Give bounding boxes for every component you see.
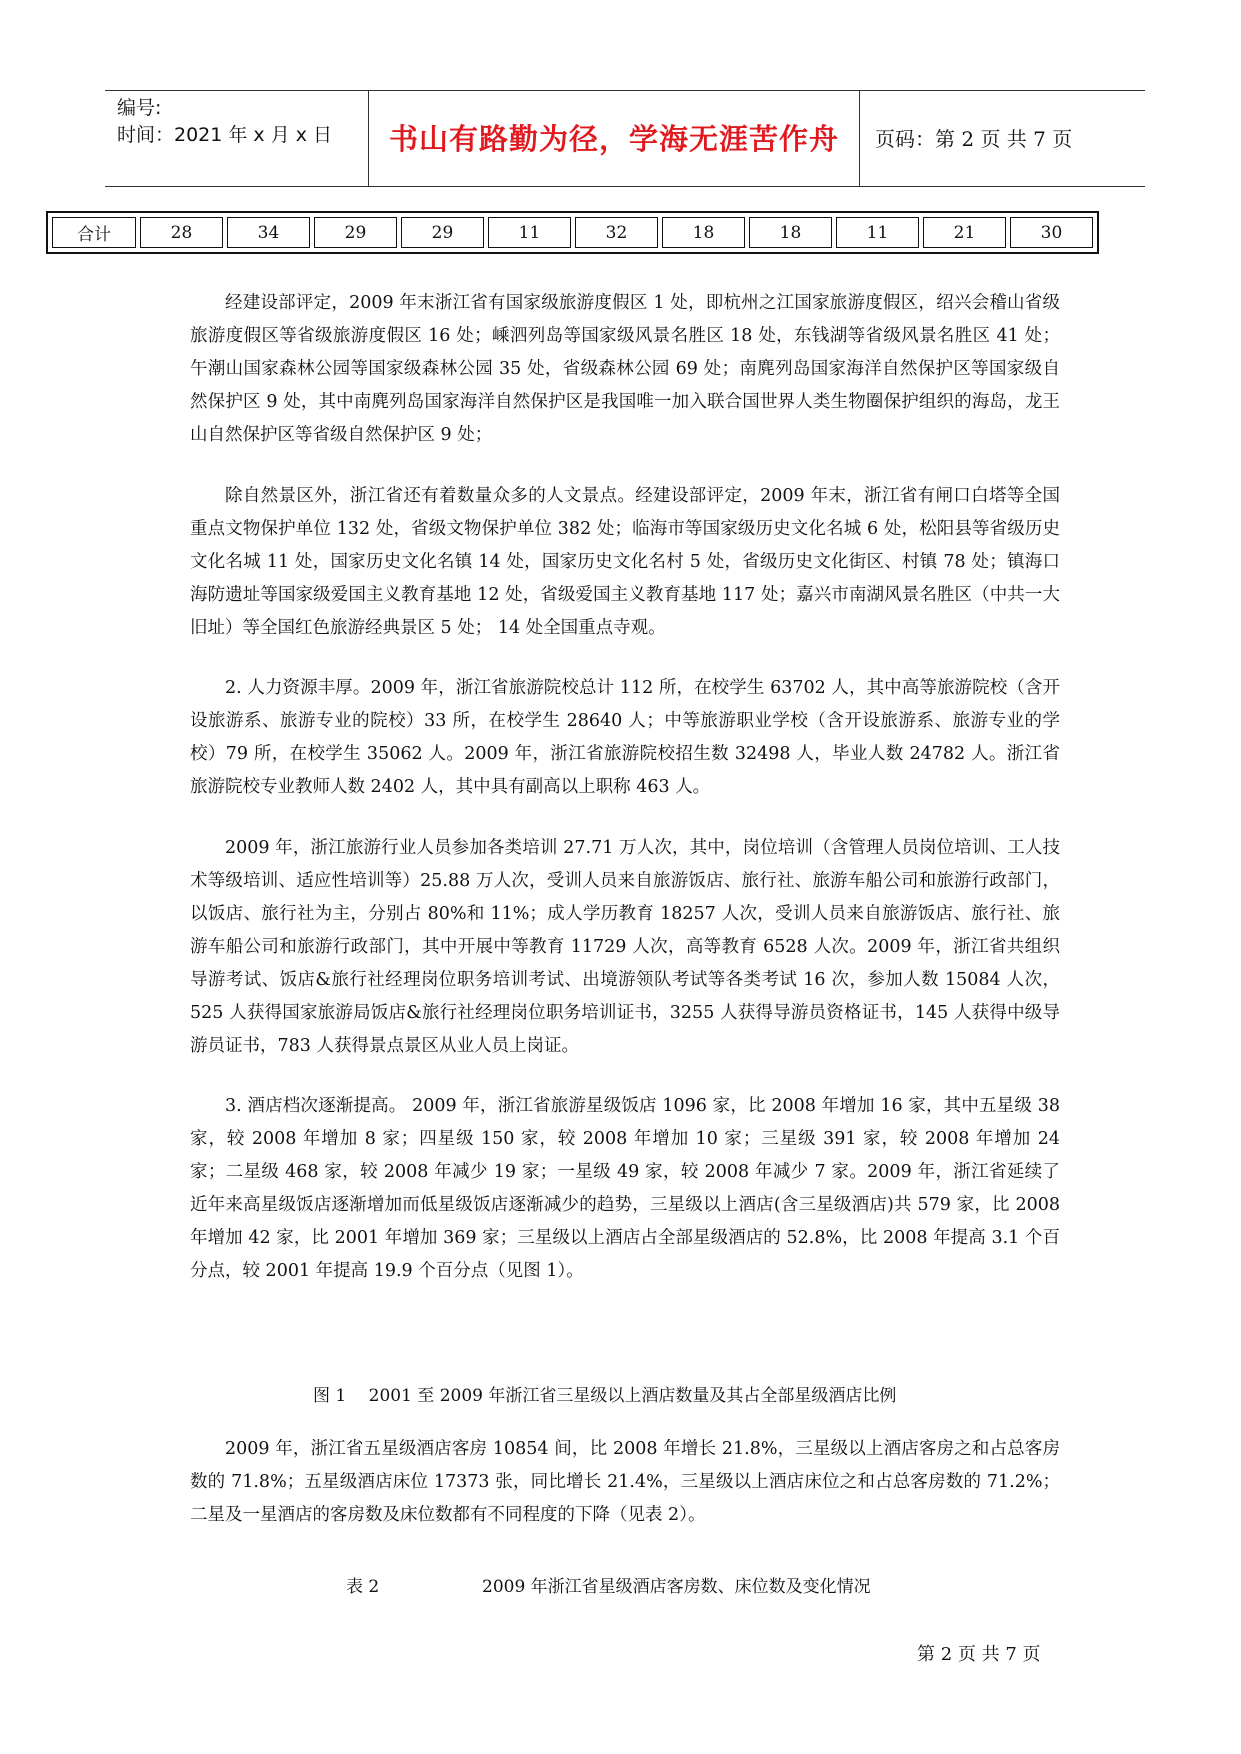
document-time-label: 时间：2021 年 x 月 x 日: [117, 124, 333, 146]
paragraph: 除自然景区外，浙江省还有着数量众多的人文景点。经建设部评定，2009 年末，浙江省有闸口白塔等全国重点文物保护单位 132 处，省级文物保护单位 382 处；临海市等国家级历史文化名城 6 处，松阳县等省级历史文化名城 11 处，国家历史文化名镇 14 处，国家历史文化名村 5 处，省级历史文化街区、村镇 78 处；镇海口海防遗址等国家级爱国主义教育基地 12 处，省级爱国主义教育基地 117 处；嘉兴市南湖风景名胜区（中共一大旧址）等全国红色旅游经典景区 5 处； 14 处全国重点寺观。: [190, 486, 1060, 638]
totals-cell: 32: [575, 217, 658, 248]
document-number-label: 编号:: [117, 97, 162, 119]
header-motto: 书山有路勤为径，学海无涯苦作舟: [388, 122, 839, 156]
paragraph: 3. 酒店档次逐渐提高。 2009 年，浙江省旅游星级饭店 1096 家，比 2008 年增加 16 家，其中五星级 38 家，较 2008 年增加 8 家；四星级 150 家，较 2008 年增加 10 家；三星级 391 家，较 2008 年增加 24 家；二星级 468 家，较 2008 年减少 19 家；一星级 49 家，较 2008 年减少 7 家。2009 年，浙江省延续了近年来高星级饭店逐渐增加而低星级饭店逐渐减少的趋势，三星级以上酒店(含三星级酒店)共 579 家，比 2008 年增加 42 家，比 2001 年增加 369 家；三星级以上酒店占全部星级酒店的 52.8%，比 2008 年提高 3.1 个百分点，较 2001 年提高 19.9 个百分点（见图 1）。: [190, 1096, 1060, 1281]
totals-cell: 18: [749, 217, 832, 248]
page-footer: 第 2 页 共 7 页: [917, 1644, 1041, 1665]
paragraph: 2009 年，浙江旅游行业人员参加各类培训 27.71 万人次，其中，岗位培训（含管理人员岗位培训、工人技术等级培训、适应性培训等）25.88 万人次，受训人员来自旅游饭店、旅行社、旅游车船公司和旅游行政部门，以饭店、旅行社为主，分别占 80%和 11%；成人学历教育 18257 人次，受训人员来自旅游饭店、旅行社、旅游车船公司和旅游行政部门，其中开展中等教育 11729 人次，高等教育 6528 人次。2009 年，浙江省共组织导游考试、饭店&旅行社经理岗位职务培训考试、出境游领队考试等各类考试 16 次，参加人数 15084 人次，525 人获得国家旅游局饭店&旅行社经理岗位职务培训证书，3255 人获得导游员资格证书，145 人获得中级导游员证书，783 人获得景点景区从业人员上岗证。: [190, 838, 1060, 1056]
header-page-number: 页码：第 2 页 共 7 页: [875, 127, 1073, 151]
header-divider: [859, 91, 860, 186]
table-caption-label: 表 2: [346, 1577, 380, 1597]
totals-row: [52, 217, 1093, 248]
totals-table: [46, 211, 1099, 254]
totals-cell: 21: [923, 217, 1006, 248]
totals-label-cell: 合计: [52, 217, 136, 248]
paragraph: 2009 年，浙江省五星级酒店客房 10854 间，比 2008 年增长 21.8%，三星级以上酒店客房之和占总客房数的 71.8%；五星级酒店床位 17373 张，同比增长 21.4%，三星级以上酒店床位之和占总客房数的 71.2%；二星及一星酒店的客房数及床位数都有不同程度的下降（见表 2）。: [190, 1439, 1060, 1525]
totals-cell: 29: [314, 217, 397, 248]
paragraph: 2. 人力资源丰厚。2009 年，浙江省旅游院校总计 112 所，在校学生 63702 人，其中高等旅游院校（含开设旅游系、旅游专业的院校）33 所，在校学生 28640 人；中等旅游职业学校（含开设旅游系、旅游专业的学校）79 所，在校学生 35062 人。2009 年，浙江省旅游院校招生数 32498 人，毕业人数 24782 人。浙江省旅游院校专业教师人数 2402 人，其中具有副高以上职称 463 人。: [190, 678, 1060, 797]
table-caption-title: 2009 年浙江省星级酒店客房数、床位数及变化情况: [482, 1577, 871, 1597]
figure-caption: 图 1 2001 至 2009 年浙江省三星级以上酒店数量及其占全部星级酒店比例: [313, 1386, 897, 1406]
header-meta: [117, 95, 332, 149]
paragraph: 经建设部评定，2009 年末浙江省有国家级旅游度假区 1 处，即杭州之江国家旅游度假区，绍兴会稽山省级旅游度假区等省级旅游度假区 16 处；嵊泗列岛等国家级风景名胜区 18 处，东钱湖等省级风景名胜区 41 处；午潮山国家森林公园等国家级森林公园 35 处，省级森林公园 69 处；南麂列岛国家海洋自然保护区等国家级自然保护区 9 处，其中南麂列岛国家海洋自然保护区是我国唯一加入联合国世界人类生物圈保护组织的海岛，龙王山自然保护区等省级自然保护区 9 处；: [190, 293, 1060, 445]
totals-cell: 29: [401, 217, 484, 248]
totals-cell: 34: [227, 217, 310, 248]
totals-cell: 11: [836, 217, 919, 248]
totals-cell: 18: [662, 217, 745, 248]
totals-cell: 30: [1010, 217, 1093, 248]
page-header: [105, 90, 1145, 187]
totals-cell: 11: [488, 217, 571, 248]
totals-cell: 28: [140, 217, 223, 248]
